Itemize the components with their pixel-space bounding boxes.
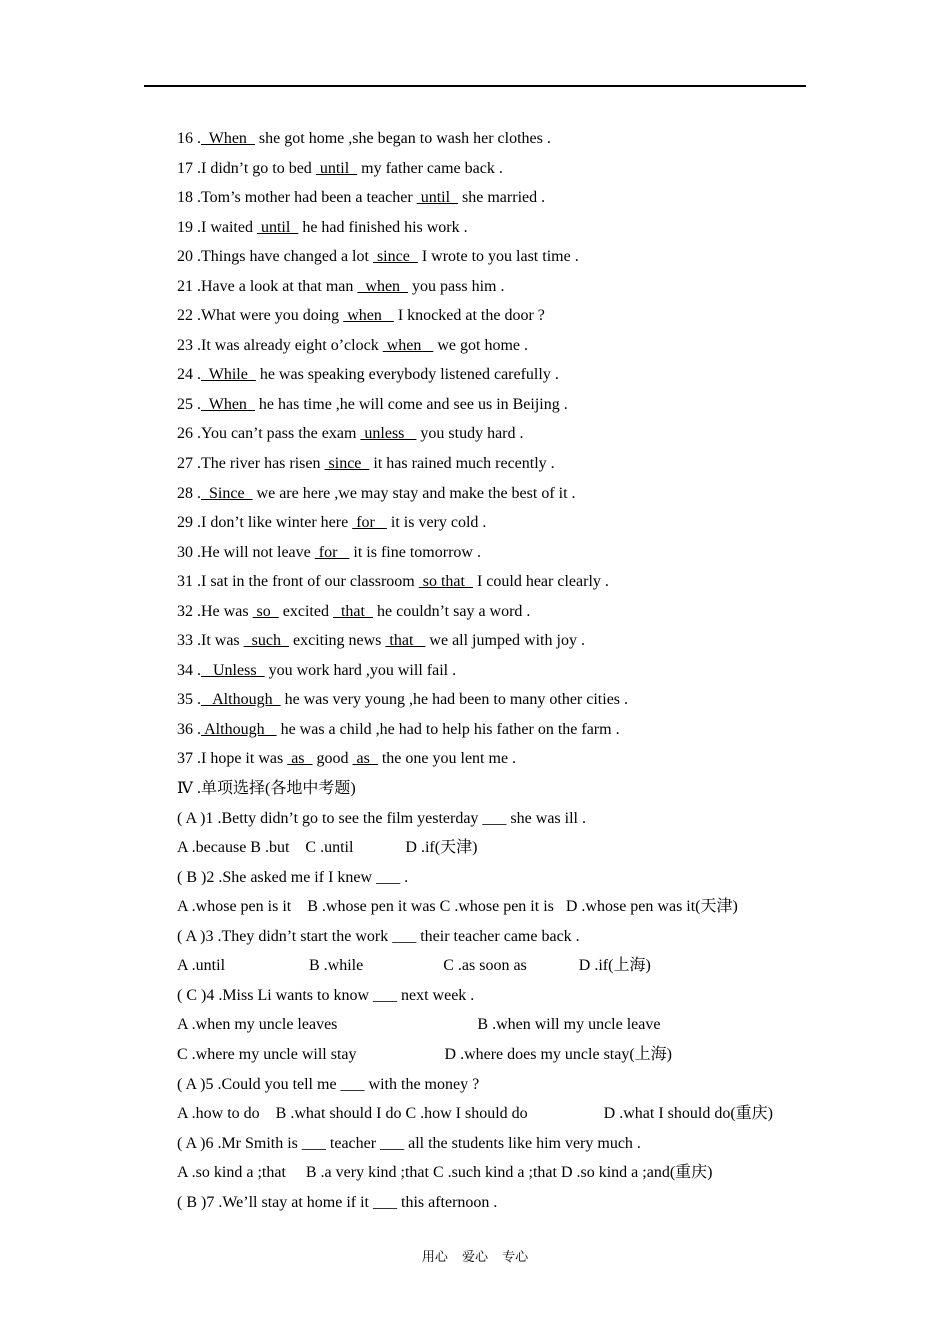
question-text: 24 . xyxy=(177,366,201,384)
mc-line: ( B )2 .She asked me if I knew ___ . xyxy=(177,868,409,886)
fill-item xyxy=(177,183,817,213)
fill-item xyxy=(177,567,817,597)
multiple-choice-list xyxy=(177,804,817,1218)
question-text: he was very young ,he had been to many other cities . xyxy=(280,691,629,709)
fill-item xyxy=(177,242,817,272)
answer-blank: While xyxy=(201,366,256,384)
question-text: 27 .The river has risen xyxy=(177,455,325,473)
mc-line: A .whose pen is it B .whose pen it was C .whose pen it is D .whose pen was it(天津) xyxy=(177,898,738,916)
fill-in-blank-list xyxy=(177,124,817,774)
question-text: I knocked at the door ? xyxy=(393,307,545,325)
fill-item xyxy=(177,213,817,243)
answer-blank: that xyxy=(332,602,373,620)
question-text: 34 . xyxy=(177,661,201,679)
question-text: 29 .I don’t like winter here xyxy=(177,514,353,532)
question-text: he was speaking everybody listened carefully . xyxy=(255,366,559,384)
mc-line: ( A )3 .They didn’t start the work ___ their teacher came back . xyxy=(177,927,580,945)
question-text: 36 . xyxy=(177,720,201,738)
question-text: excited xyxy=(278,602,333,620)
fill-item xyxy=(177,715,817,745)
mc-line: C .where my uncle will stay D .where does my uncle stay(上海) xyxy=(177,1045,673,1063)
answer-blank: until xyxy=(256,218,299,236)
answer-blank: since xyxy=(372,248,418,266)
question-text: he couldn’t say a word . xyxy=(372,602,531,620)
question-text: 32 .He was xyxy=(177,602,253,620)
answer-blank: unless xyxy=(360,425,417,443)
question-text: the one you lent me . xyxy=(377,750,517,768)
fill-item xyxy=(177,626,817,656)
fill-item xyxy=(177,449,817,479)
fill-item xyxy=(177,154,817,184)
mc-line: A .when my uncle leaves B .when will my uncle leave xyxy=(177,1016,661,1034)
answer-blank: when xyxy=(357,277,409,295)
fill-item xyxy=(177,538,817,568)
answer-blank: Since xyxy=(201,484,253,502)
question-text: 22 .What were you doing xyxy=(177,307,344,325)
question-text: 35 . xyxy=(177,691,201,709)
question-text: 25 . xyxy=(177,395,201,413)
mc-line: A .until B .while C .as soon as D .if(上海) xyxy=(177,957,651,975)
answer-blank: until xyxy=(315,159,358,177)
fill-item xyxy=(177,124,817,154)
question-text: it has rained much recently . xyxy=(369,455,555,473)
question-text: my father came back . xyxy=(357,159,503,177)
question-text: 28 . xyxy=(177,484,201,502)
question-text: 23 .It was already eight o’clock xyxy=(177,336,383,354)
question-text: 37 .I hope it was xyxy=(177,750,288,768)
answer-blank: Unless xyxy=(201,661,265,679)
question-text: I could hear clearly . xyxy=(472,573,609,591)
mc-line: ( A )1 .Betty didn’t go to see the film yesterday ___ she was ill . xyxy=(177,809,586,827)
section-heading: Ⅳ .单项选择(各地中考题) xyxy=(177,780,356,798)
question-text: you pass him . xyxy=(408,277,505,295)
mc-line: ( A )5 .Could you tell me ___ with the money ? xyxy=(177,1075,480,1093)
answer-blank: that xyxy=(385,632,426,650)
question-text: 17 .I didn’t go to bed xyxy=(177,159,316,177)
answer-blank: until xyxy=(416,189,459,207)
fill-item xyxy=(177,390,817,420)
answer-blank: for xyxy=(352,514,387,532)
question-text: good xyxy=(312,750,353,768)
worksheet-content xyxy=(177,124,817,1217)
question-text: he was a child ,he had to help his father on the farm . xyxy=(276,720,620,738)
fill-item xyxy=(177,744,817,774)
question-text: you work hard ,you will fail . xyxy=(264,661,457,679)
fill-item xyxy=(177,272,817,302)
page-footer: 用心 爱心 专心 xyxy=(421,1250,529,1265)
question-text: I wrote to you last time . xyxy=(417,248,579,266)
mc-line: A .how to do B .what should I do C .how I should do D .what I should do(重庆) xyxy=(177,1105,773,1123)
question-text: 18 .Tom’s mother had been a teacher xyxy=(177,189,417,207)
answer-blank: When xyxy=(201,395,255,413)
fill-item xyxy=(177,301,817,331)
question-text: it is very cold . xyxy=(386,514,487,532)
question-text: 30 .He will not leave xyxy=(177,543,315,561)
question-text: 31 .I sat in the front of our classroom xyxy=(177,573,419,591)
question-text: we are here ,we may stay and make the best of it . xyxy=(252,484,576,502)
answer-blank: as xyxy=(287,750,313,768)
question-text: 19 .I waited xyxy=(177,218,257,236)
answer-blank: for xyxy=(314,543,350,561)
answer-blank: so xyxy=(252,602,279,620)
mc-line: A .because B .but C .until D .if(天津) xyxy=(177,839,478,857)
question-text: you study hard . xyxy=(416,425,524,443)
answer-blank: such xyxy=(243,632,289,650)
fill-item xyxy=(177,419,817,449)
fill-item xyxy=(177,508,817,538)
question-text: he has time ,he will come and see us in Beijing . xyxy=(254,395,568,413)
question-text: it is fine tomorrow . xyxy=(349,543,481,561)
fill-item xyxy=(177,685,817,715)
fill-item xyxy=(177,597,817,627)
answer-blank: since xyxy=(324,455,370,473)
mc-line: A .so kind a ;that B .a very kind ;that C .such kind a ;that D .so kind a ;and(重庆) xyxy=(177,1164,713,1182)
answer-blank: when xyxy=(343,307,394,325)
answer-blank: as xyxy=(352,750,378,768)
question-text: we all jumped with joy . xyxy=(425,632,585,650)
question-text: we got home . xyxy=(433,336,529,354)
question-text: he had finished his work . xyxy=(298,218,468,236)
header-rule xyxy=(144,85,806,87)
fill-item xyxy=(177,479,817,509)
question-text: 26 .You can’t pass the exam xyxy=(177,425,361,443)
fill-item xyxy=(177,656,817,686)
question-text: 21 .Have a look at that man xyxy=(177,277,358,295)
question-text: 33 .It was xyxy=(177,632,244,650)
question-text: she married . xyxy=(458,189,546,207)
answer-blank: so that xyxy=(418,573,473,591)
answer-blank: Although xyxy=(201,720,277,738)
question-text: exciting news xyxy=(288,632,386,650)
answer-blank: Although xyxy=(201,691,281,709)
answer-blank: when xyxy=(382,336,434,354)
answer-blank: When xyxy=(201,130,255,147)
question-text: 20 .Things have changed a lot xyxy=(177,248,373,266)
question-text: she got home ,she began to wash her clothes . xyxy=(254,130,551,147)
mc-line: ( C )4 .Miss Li wants to know ___ next week . xyxy=(177,986,475,1004)
mc-line: ( A )6 .Mr Smith is ___ teacher ___ all the students like him very much . xyxy=(177,1134,641,1152)
mc-line: ( B )7 .We’ll stay at home if it ___ this afternoon . xyxy=(177,1193,498,1211)
fill-item xyxy=(177,360,817,390)
fill-item xyxy=(177,331,817,361)
question-text: 16 . xyxy=(177,130,201,147)
